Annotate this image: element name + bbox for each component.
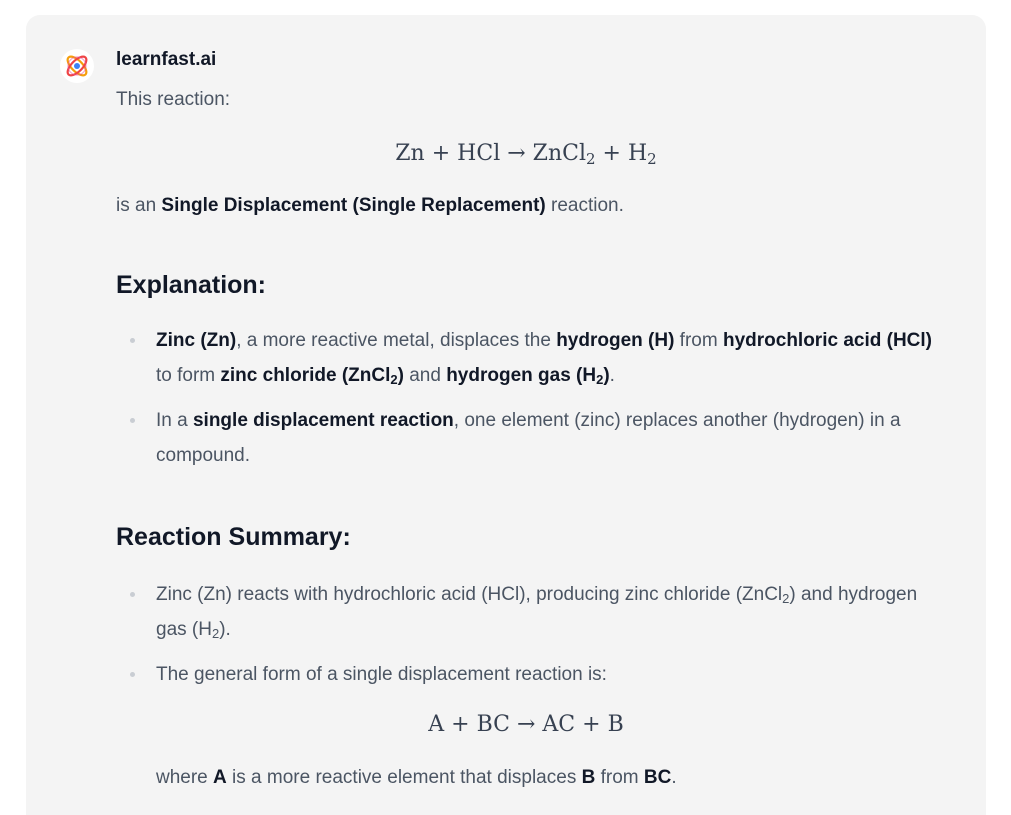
list-item: The general form of a single displacement reaction is: A + BC → AC + B where A is a more reactive element that displaces B from BC. bbox=[116, 657, 936, 795]
eq-term: ZnCl$_2$ bbox=[532, 141, 596, 168]
list-item: In a single displacement reaction, one element (zinc) replaces another (hydrogen) in a compound. bbox=[116, 403, 936, 473]
eq-arrow: → bbox=[507, 141, 526, 166]
eq-term: HCl bbox=[457, 141, 501, 166]
message-content bbox=[116, 45, 936, 805]
list-item: Zinc (Zn), a more reactive metal, displaces the hydrogen (H) from hydrochloric acid (HCl) to form zinc chloride (ZnCl$_2$) and hydrogen gas $(H_2)$. bbox=[116, 323, 936, 393]
where-text: where A is a more reactive element that displaces B from BC. bbox=[156, 767, 677, 788]
atom-logo-icon bbox=[62, 51, 92, 81]
bullet-dot bbox=[130, 418, 135, 423]
conclusion-text: is an Single Displacement (Single Replacement) reaction. bbox=[116, 195, 624, 216]
bullet-dot bbox=[130, 592, 135, 597]
explanation-heading: Explanation: bbox=[116, 271, 267, 299]
bullet-dot bbox=[130, 672, 135, 677]
summary-list bbox=[116, 577, 936, 795]
eq-term: $H_2$ bbox=[627, 141, 657, 168]
eq-operator: + bbox=[602, 141, 621, 166]
chat-message-card bbox=[26, 15, 986, 815]
sender-name: learnfast.ai bbox=[116, 49, 217, 70]
bullet-dot bbox=[130, 338, 135, 343]
reaction-equation bbox=[116, 139, 936, 169]
eq-operator: + bbox=[431, 141, 451, 166]
eq-term: Zn bbox=[395, 141, 425, 166]
explanation-list bbox=[116, 323, 936, 473]
bot-avatar bbox=[60, 49, 94, 83]
intro-text: This reaction: bbox=[116, 89, 231, 110]
list-item: Zinc (Zn) reacts with hydrochloric acid (HCl), producing zinc chloride (ZnCl$_2$) and hydrogen gas $(H_2)$. bbox=[116, 577, 936, 647]
summary-heading: Reaction Summary: bbox=[116, 523, 351, 551]
general-form-equation: A + BC → AC + B bbox=[428, 712, 624, 737]
